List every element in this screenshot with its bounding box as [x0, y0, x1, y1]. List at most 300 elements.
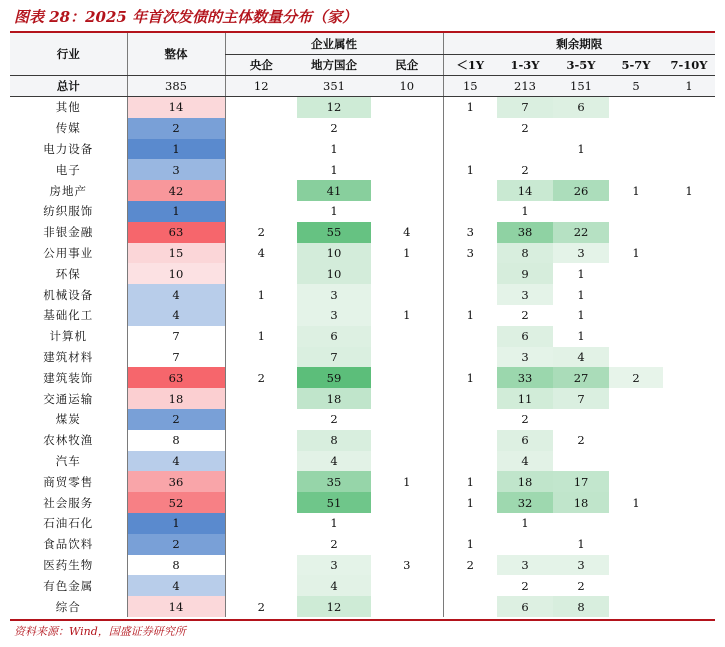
- cell-lt1y: 1: [443, 97, 497, 118]
- cell-5-7y: [609, 222, 663, 243]
- cell-7-10y: [663, 118, 715, 139]
- cell-7-10y: [663, 97, 715, 118]
- cell-lt1y: 1: [443, 492, 497, 513]
- cell-3-5y: 17: [553, 471, 609, 492]
- cell-1-3y: 6: [497, 326, 553, 347]
- cell-5-7y: [609, 575, 663, 596]
- cell-overall: 2: [127, 534, 225, 555]
- cell-lt1y: [443, 180, 497, 201]
- cell-central-soe: [225, 263, 297, 284]
- industry-name: 传媒: [55, 121, 81, 136]
- cell-lt1y: 1: [443, 367, 497, 388]
- cell-1-3y: 8: [497, 243, 553, 264]
- total-private: 10: [371, 76, 443, 97]
- cell-lt1y: [443, 118, 497, 139]
- cell-overall: 63: [127, 367, 225, 388]
- industry-name: 环保: [55, 266, 81, 281]
- total-1-3y: 213: [497, 76, 553, 97]
- cell-3-5y: 3: [553, 555, 609, 576]
- industry-name: 计算机: [49, 329, 87, 344]
- cell-3-5y: 1: [577, 308, 585, 323]
- industry-name: 非银金融: [43, 225, 94, 240]
- cell-3-5y: 1: [577, 329, 585, 344]
- table-row: [10, 575, 715, 596]
- industry-name: 农林牧渔: [43, 433, 94, 448]
- cell-lt1y: [443, 596, 497, 617]
- industry-name: 电力设备: [43, 141, 94, 156]
- col-header-5-7y: 5-7Y: [609, 55, 663, 76]
- industry-name: 商贸零售: [43, 474, 94, 489]
- cell-5-7y: [609, 263, 663, 284]
- total-5-7y: 5: [609, 76, 663, 97]
- cell-lt1y: [443, 139, 497, 160]
- industry-name: 纺织服饰: [43, 204, 94, 219]
- table-row: [10, 596, 715, 617]
- cell-central-soe: 2: [225, 367, 297, 388]
- industry-name: 机械设备: [43, 287, 94, 302]
- cell-5-7y: [609, 451, 663, 472]
- cell-local-soe: 55: [297, 222, 371, 243]
- cell-overall: 18: [127, 388, 225, 409]
- industry-name: 汽车: [55, 453, 81, 468]
- cell-private: [371, 409, 443, 430]
- cell-5-7y: [609, 555, 663, 576]
- cell-overall: 4: [127, 284, 225, 305]
- cell-7-10y: [663, 409, 715, 430]
- industry-name: 石油石化: [43, 516, 94, 531]
- cell-3-5y: 8: [553, 596, 609, 617]
- col-header-1-3y: 1-3Y: [497, 55, 553, 76]
- cell-overall: 36: [127, 471, 225, 492]
- total-central-soe: 12: [225, 76, 297, 97]
- cell-private: [371, 263, 443, 284]
- col-header-3-5y: 3-5Y: [553, 55, 609, 76]
- cell-overall: 8: [127, 555, 225, 576]
- cell-1-3y: 3: [497, 555, 553, 576]
- cell-lt1y: 1: [443, 534, 497, 555]
- cell-3-5y: [553, 451, 609, 472]
- cell-private: [371, 575, 443, 596]
- industry-header: 行业: [10, 33, 127, 76]
- ownership-group-header: 企业属性: [225, 33, 443, 55]
- cell-lt1y: [443, 284, 497, 305]
- cell-private: [371, 451, 443, 472]
- cell-private: [371, 513, 443, 534]
- cell-local-soe: 10: [297, 243, 371, 264]
- table-row: [10, 492, 715, 513]
- cell-5-7y: [609, 159, 663, 180]
- cell-5-7y: [609, 326, 663, 347]
- cell-5-7y: [609, 118, 663, 139]
- cell-5-7y: 2: [609, 367, 663, 388]
- cell-central-soe: [225, 180, 297, 201]
- cell-overall: 7: [127, 347, 225, 368]
- industry-name: 综合: [55, 599, 81, 614]
- cell-5-7y: [609, 471, 663, 492]
- cell-lt1y: [443, 430, 497, 451]
- cell-local-soe: 1: [330, 516, 338, 531]
- cell-overall: 2: [127, 118, 225, 139]
- cell-3-5y: [553, 513, 609, 534]
- cell-local-soe: 3: [297, 555, 371, 576]
- cell-7-10y: [663, 430, 715, 451]
- cell-local-soe: 59: [297, 367, 371, 388]
- cell-3-5y: [553, 201, 609, 222]
- industry-name: 社会服务: [43, 495, 94, 510]
- cell-local-soe: 6: [297, 326, 371, 347]
- industry-name: 交通运输: [43, 391, 94, 406]
- cell-1-3y: 2: [521, 121, 529, 136]
- cell-7-10y: 1: [685, 183, 693, 198]
- industry-name: 公用事业: [43, 245, 94, 260]
- cell-lt1y: [443, 575, 497, 596]
- cell-private: [371, 388, 443, 409]
- industry-name: 建筑装饰: [43, 370, 94, 385]
- cell-5-7y: [609, 347, 663, 368]
- cell-overall: 2: [127, 409, 225, 430]
- cell-central-soe: [225, 305, 297, 326]
- cell-overall: 7: [127, 326, 225, 347]
- table-row: [10, 409, 715, 430]
- cell-central-soe: [225, 575, 297, 596]
- cell-private: 1: [403, 245, 411, 260]
- table-row: [10, 305, 715, 326]
- cell-overall: 14: [127, 596, 225, 617]
- cell-5-7y: 1: [632, 245, 640, 260]
- industry-name: 其他: [55, 100, 81, 115]
- col-header-7-10y: 7-10Y: [663, 55, 715, 76]
- cell-overall: 1: [127, 139, 225, 160]
- cell-1-3y: 3: [497, 284, 553, 305]
- total-local-soe: 351: [297, 76, 371, 97]
- cell-1-3y: 14: [497, 180, 553, 201]
- industry-name: 食品饮料: [43, 537, 94, 552]
- cell-overall: 63: [127, 222, 225, 243]
- cell-7-10y: [663, 139, 715, 160]
- cell-overall: 4: [127, 451, 225, 472]
- cell-lt1y: 2: [443, 555, 497, 576]
- total-overall: 385: [127, 76, 225, 97]
- cell-3-5y: 7: [553, 388, 609, 409]
- cell-central-soe: [225, 430, 297, 451]
- cell-7-10y: [663, 367, 715, 388]
- cell-lt1y: 1: [443, 305, 497, 326]
- table-row: [10, 534, 715, 555]
- cell-1-3y: 3: [497, 347, 553, 368]
- cell-central-soe: [225, 555, 297, 576]
- cell-lt1y: [443, 326, 497, 347]
- cell-local-soe: 1: [330, 141, 338, 156]
- cell-3-5y: 1: [577, 537, 585, 552]
- cell-private: [371, 492, 443, 513]
- total-7-10y: 1: [663, 76, 715, 97]
- cell-5-7y: 1: [632, 495, 640, 510]
- table-row: [10, 159, 715, 180]
- cell-overall: 15: [127, 243, 225, 264]
- cell-3-5y: 1: [577, 287, 585, 302]
- cell-1-3y: 2: [521, 308, 529, 323]
- cell-1-3y: 6: [497, 596, 553, 617]
- cell-1-3y: 6: [497, 430, 553, 451]
- cell-overall: 4: [127, 575, 225, 596]
- table-row: [10, 222, 715, 243]
- table-row: [10, 555, 715, 576]
- cell-7-10y: [663, 159, 715, 180]
- cell-local-soe: 7: [297, 347, 371, 368]
- cell-7-10y: [663, 388, 715, 409]
- table-row: [10, 284, 715, 305]
- cell-7-10y: [663, 451, 715, 472]
- cell-lt1y: [443, 451, 497, 472]
- bottom-rule: [10, 619, 715, 621]
- cell-5-7y: [609, 534, 663, 555]
- cell-1-3y: 2: [521, 578, 529, 593]
- cell-1-3y: 1: [521, 204, 529, 219]
- table-row: [10, 97, 715, 118]
- cell-private: [371, 97, 443, 118]
- cell-private: [371, 201, 443, 222]
- cell-3-5y: 27: [553, 367, 609, 388]
- cell-7-10y: [663, 201, 715, 222]
- cell-5-7y: [609, 430, 663, 451]
- cell-7-10y: [663, 492, 715, 513]
- cell-1-3y: [497, 139, 553, 160]
- cell-5-7y: 1: [632, 183, 640, 198]
- cell-central-soe: [225, 97, 297, 118]
- cell-private: [371, 159, 443, 180]
- table-row: [10, 347, 715, 368]
- industry-name: 医药生物: [43, 557, 94, 572]
- cell-lt1y: [443, 201, 497, 222]
- cell-1-3y: [497, 534, 553, 555]
- total-label: 总计: [10, 76, 127, 97]
- cell-local-soe: 1: [330, 162, 338, 177]
- cell-1-3y: 1: [521, 516, 529, 531]
- cell-local-soe: 35: [297, 471, 371, 492]
- cell-5-7y: [609, 409, 663, 430]
- cell-5-7y: [609, 513, 663, 534]
- cell-7-10y: [663, 534, 715, 555]
- industry-name: 煤炭: [55, 412, 81, 427]
- cell-5-7y: [609, 139, 663, 160]
- cell-local-soe: 51: [297, 492, 371, 513]
- cell-local-soe: 12: [297, 596, 371, 617]
- cell-3-5y: 2: [577, 433, 585, 448]
- table-row: [10, 201, 715, 222]
- table-row: [10, 367, 715, 388]
- cell-1-3y: 7: [497, 97, 553, 118]
- cell-3-5y: 6: [553, 97, 609, 118]
- cell-private: [371, 326, 443, 347]
- cell-lt1y: 1: [443, 471, 497, 492]
- cell-lt1y: 3: [443, 243, 497, 264]
- table-row: [10, 513, 715, 534]
- cell-5-7y: [609, 97, 663, 118]
- cell-local-soe: 41: [297, 180, 371, 201]
- cell-3-5y: 22: [553, 222, 609, 243]
- cell-central-soe: 1: [225, 326, 297, 347]
- cell-central-soe: [225, 534, 297, 555]
- cell-private: [371, 430, 443, 451]
- cell-7-10y: [663, 347, 715, 368]
- table-row: [10, 118, 715, 139]
- cell-private: [371, 596, 443, 617]
- cell-local-soe: 4: [297, 451, 371, 472]
- source-note: 资料来源：Wind，国盛证券研究所: [14, 625, 186, 638]
- cell-1-3y: 33: [497, 367, 553, 388]
- cell-central-soe: 4: [225, 243, 297, 264]
- cell-3-5y: [553, 118, 609, 139]
- cell-1-3y: 38: [497, 222, 553, 243]
- cell-3-5y: 1: [577, 141, 585, 156]
- figure-title: 图表 28：2025 年首次发债的主体数量分布（家）: [14, 8, 358, 26]
- cell-5-7y: [609, 305, 663, 326]
- cell-7-10y: [663, 305, 715, 326]
- cell-central-soe: 2: [225, 222, 297, 243]
- cell-central-soe: [225, 159, 297, 180]
- cell-3-5y: 2: [577, 578, 585, 593]
- cell-7-10y: [663, 575, 715, 596]
- cell-private: 4: [403, 225, 411, 240]
- cell-local-soe: 3: [297, 305, 371, 326]
- cell-3-5y: [553, 409, 609, 430]
- table-row: [10, 139, 715, 160]
- industry-name: 房地产: [49, 183, 87, 198]
- cell-7-10y: [663, 555, 715, 576]
- col-header-lt1y: ＜1Y: [443, 55, 497, 76]
- table-row: [10, 326, 715, 347]
- cell-private: [371, 534, 443, 555]
- cell-7-10y: [663, 222, 715, 243]
- issuer-distribution-table: [10, 33, 715, 617]
- cell-1-3y: 2: [521, 412, 529, 427]
- cell-local-soe: 18: [297, 388, 371, 409]
- cell-overall: 14: [127, 97, 225, 118]
- cell-3-5y: 4: [553, 347, 609, 368]
- cell-7-10y: [663, 243, 715, 264]
- cell-private: [371, 118, 443, 139]
- cell-7-10y: [663, 471, 715, 492]
- cell-3-5y: 3: [553, 243, 609, 264]
- cell-central-soe: [225, 471, 297, 492]
- cell-1-3y: 18: [497, 471, 553, 492]
- total-lt1y: 15: [443, 76, 497, 97]
- cell-5-7y: [609, 284, 663, 305]
- cell-3-5y: 18: [553, 492, 609, 513]
- cell-private: [371, 139, 443, 160]
- cell-1-3y: 9: [497, 263, 553, 284]
- cell-central-soe: 2: [225, 596, 297, 617]
- col-header-central-soe: 央企: [225, 55, 297, 76]
- cell-central-soe: [225, 492, 297, 513]
- maturity-group-header: 剩余期限: [443, 33, 715, 55]
- cell-private: [371, 284, 443, 305]
- cell-local-soe: 2: [330, 412, 338, 427]
- cell-7-10y: [663, 263, 715, 284]
- cell-local-soe: 3: [297, 284, 371, 305]
- table-row: [10, 180, 715, 201]
- cell-central-soe: [225, 451, 297, 472]
- table-row: [10, 451, 715, 472]
- col-header-private: 民企: [371, 55, 443, 76]
- industry-name: 建筑材料: [43, 349, 94, 364]
- table-row: [10, 388, 715, 409]
- cell-5-7y: [609, 201, 663, 222]
- cell-3-5y: 1: [577, 266, 585, 281]
- cell-private: [371, 367, 443, 388]
- cell-7-10y: [663, 326, 715, 347]
- cell-7-10y: [663, 284, 715, 305]
- cell-local-soe: 4: [297, 575, 371, 596]
- cell-lt1y: [443, 347, 497, 368]
- cell-overall: 4: [127, 305, 225, 326]
- cell-lt1y: [443, 409, 497, 430]
- cell-lt1y: [443, 513, 497, 534]
- cell-local-soe: 1: [330, 204, 338, 219]
- col-header-local-soe: 地方国企: [297, 55, 371, 76]
- cell-local-soe: 8: [297, 430, 371, 451]
- table-row: [10, 243, 715, 264]
- cell-local-soe: 10: [297, 263, 371, 284]
- cell-lt1y: [443, 263, 497, 284]
- cell-1-3y: 4: [497, 451, 553, 472]
- cell-overall: 52: [127, 492, 225, 513]
- table-row: [10, 430, 715, 451]
- cell-3-5y: 26: [553, 180, 609, 201]
- cell-central-soe: [225, 201, 297, 222]
- cell-1-3y: 11: [497, 388, 553, 409]
- cell-1-3y: 2: [521, 162, 529, 177]
- cell-local-soe: 12: [297, 97, 371, 118]
- header-row-groups: [10, 33, 715, 55]
- cell-overall: 8: [127, 430, 225, 451]
- cell-local-soe: 2: [330, 537, 338, 552]
- cell-overall: 1: [127, 513, 225, 534]
- cell-central-soe: [225, 388, 297, 409]
- cell-overall: 1: [127, 201, 225, 222]
- cell-7-10y: [663, 513, 715, 534]
- total-row: [10, 76, 715, 97]
- cell-lt1y: 1: [443, 159, 497, 180]
- cell-5-7y: [609, 596, 663, 617]
- industry-name: 电子: [55, 162, 81, 177]
- cell-overall: 3: [127, 159, 225, 180]
- cell-3-5y: [553, 159, 609, 180]
- industry-name: 基础化工: [43, 308, 94, 323]
- cell-7-10y: [663, 596, 715, 617]
- cell-lt1y: [443, 388, 497, 409]
- overall-header: 整体: [127, 33, 225, 76]
- cell-private: [371, 347, 443, 368]
- table-row: [10, 263, 715, 284]
- cell-central-soe: [225, 118, 297, 139]
- cell-private: 1: [403, 474, 411, 489]
- cell-local-soe: 2: [330, 121, 338, 136]
- cell-lt1y: 3: [443, 222, 497, 243]
- total-3-5y: 151: [553, 76, 609, 97]
- cell-1-3y: 32: [497, 492, 553, 513]
- cell-central-soe: [225, 513, 297, 534]
- cell-5-7y: [609, 388, 663, 409]
- cell-central-soe: [225, 409, 297, 430]
- cell-private: [371, 180, 443, 201]
- cell-private: 3: [403, 557, 411, 572]
- table-row: [10, 471, 715, 492]
- cell-private: 1: [403, 308, 411, 323]
- cell-overall: 42: [127, 180, 225, 201]
- cell-central-soe: [225, 139, 297, 160]
- cell-overall: 10: [127, 263, 225, 284]
